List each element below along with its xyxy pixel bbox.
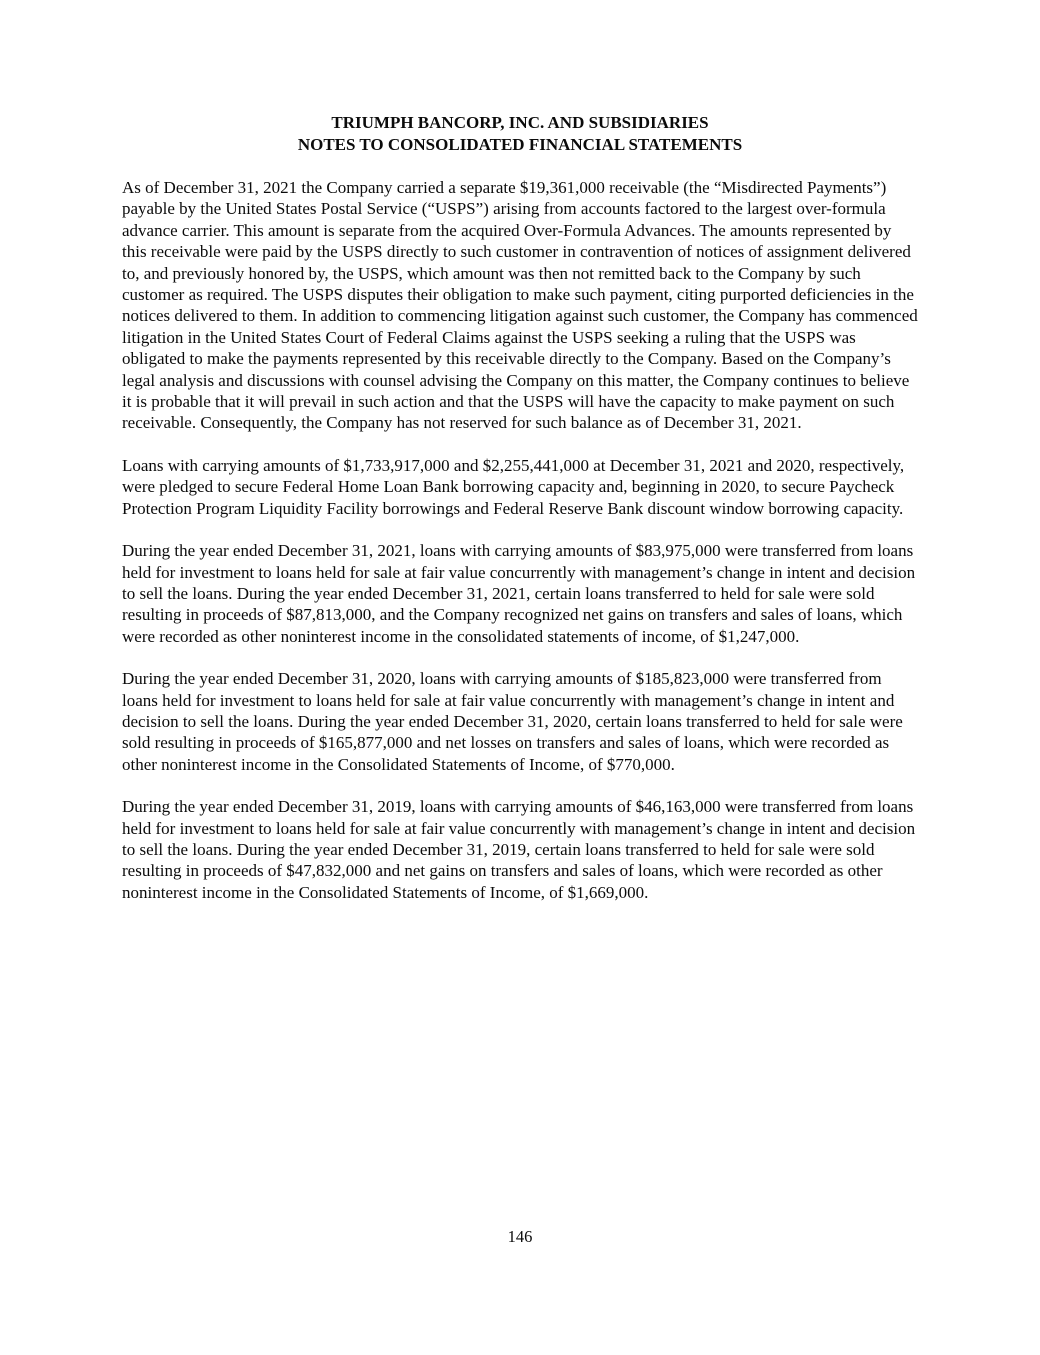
paragraph-transfers-2020: During the year ended December 31, 2020, loans with carrying amounts of $185,823,000 were transferred from loans held for investment to loans held for sale at fair value concurrently with management’s change in intent and decision to sell the loans. During the year ended December 31, 2020, certain loans transferred to held for sale were sold resulting in proceeds of $165,877,000 and net losses on transfers and sales of loans, which were recorded as other noninterest income in the Consolidated Statements of Income, of $770,000. <box>122 669 903 774</box>
document-header <box>0 0 1040 156</box>
page-footer <box>0 1226 1040 1247</box>
document-body <box>122 177 920 903</box>
notes-heading: NOTES TO CONSOLIDATED FINANCIAL STATEMENTS <box>297 135 743 154</box>
paragraph-transfers-2019: During the year ended December 31, 2019, loans with carrying amounts of $46,163,000 were transferred from loans held for investment to loans held for sale at fair value concurrently with management’s change in intent and decision to sell the loans. During the year ended December 31, 2019, certain loans transferred to held for sale were sold resulting in proceeds of $47,832,000 and net gains on transfers and sales of loans, which were recorded as other noninterest income in the Consolidated Statements of Income, of $1,669,000. <box>122 797 916 902</box>
company-name-heading: TRIUMPH BANCORP, INC. AND SUBSIDIARIES <box>331 113 709 132</box>
page-number: 146 <box>507 1227 533 1246</box>
paragraph-misdirected-payments: As of December 31, 2021 the Company carried a separate $19,361,000 receivable (the “Misdirected Payments”) payable by the United States Postal Service (“USPS”) arising from accounts factored to the largest over-formula advance carrier. This amount is separate from the acquired Over-Formula Advances. The amounts represented by this receivable were paid by the USPS directly to such customer in contravention of notices of assignment delivered to, and previously honored by, the USPS, which amount was then not remitted back to the Company by such customer as required. The USPS disputes their obligation to make such payment, citing purported deficiencies in the notices delivered to them. In addition to commencing litigation against such customer, the Company has commenced litigation in the United States Court of Federal Claims against the USPS seeking a ruling that the USPS was obligated to make the payments represented by this receivable directly to the Company. Based on the Company’s legal analysis and discussions with counsel advising the Company on this matter, the Company continues to believe it is probable that it will prevail in such action and that the USPS will have the capacity to make payment on such receivable. Consequently, the Company has not reserved for such balance as of December 31, 2021. <box>122 178 918 433</box>
paragraph-pledged-loans: Loans with carrying amounts of $1,733,917,000 and $2,255,441,000 at December 31, 2021 and 2020, respectively, were pledged to secure Federal Home Loan Bank borrowing capacity and, beginning in 2020, to secure Paycheck Protection Program Liquidity Facility borrowings and Federal Reserve Bank discount window borrowing capacity. <box>122 455 905 518</box>
paragraph-transfers-2021: During the year ended December 31, 2021, loans with carrying amounts of $83,975,000 were transferred from loans held for investment to loans held for sale at fair value concurrently with management’s change in intent and decision to sell the loans. During the year ended December 31, 2021, certain loans transferred to held for sale were sold resulting in proceeds of $87,813,000, and the Company recognized net gains on transfers and sales of loans, which were recorded as other noninterest income in the consolidated statements of income, of $1,247,000. <box>122 541 916 646</box>
